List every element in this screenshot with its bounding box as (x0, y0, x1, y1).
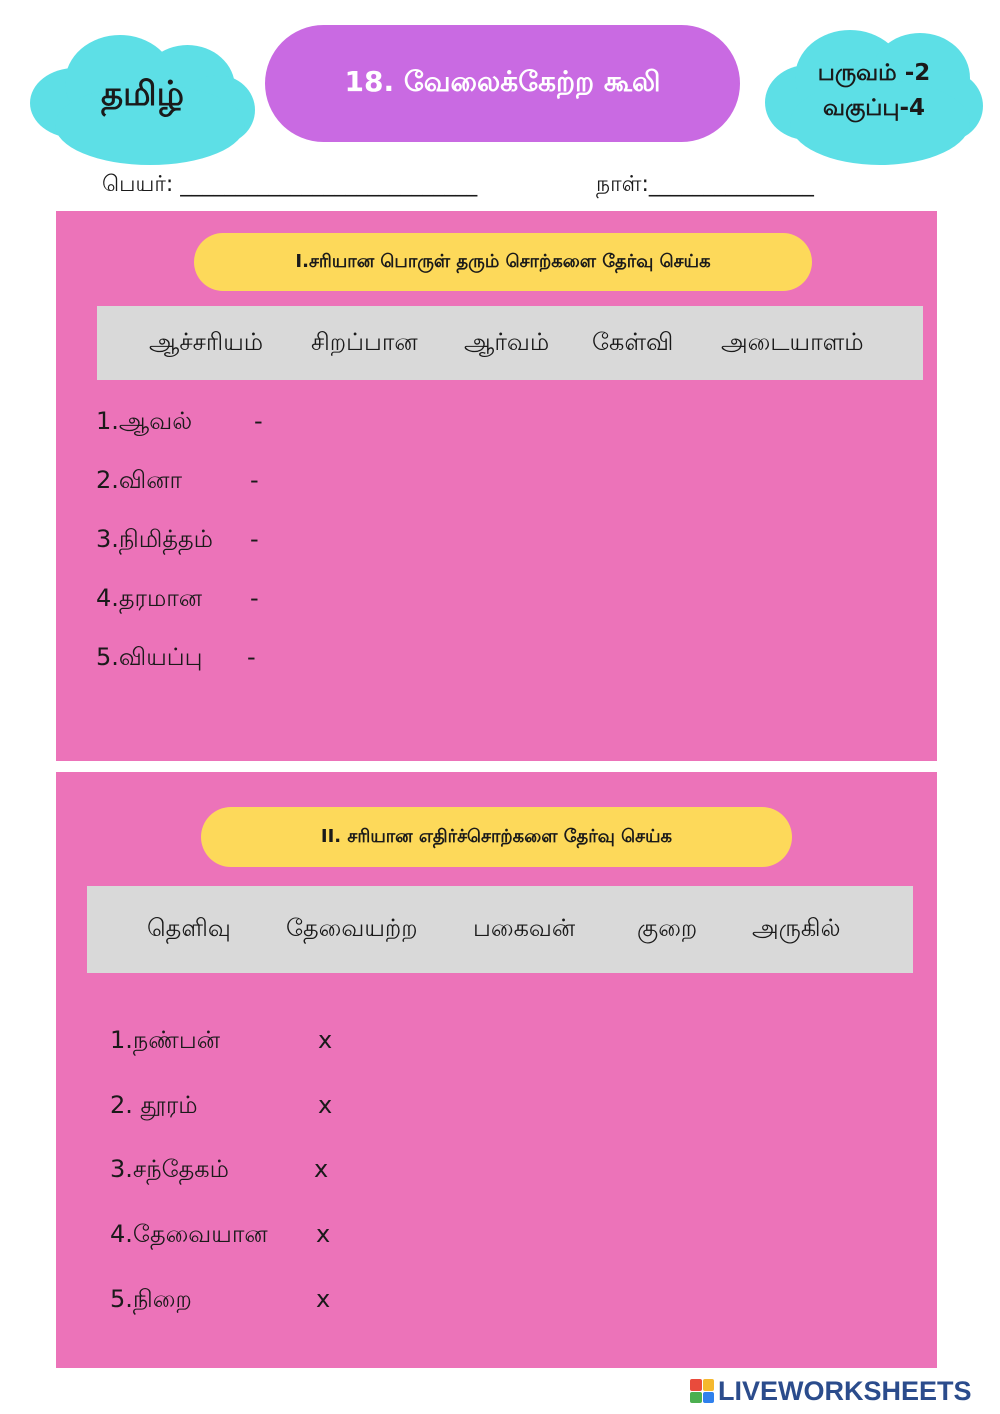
item-separator: - (254, 407, 263, 435)
item-word: சந்தேகம் (132, 1155, 229, 1183)
section2-item (110, 1155, 329, 1186)
word-bank-option[interactable]: அருகில் (752, 914, 841, 942)
word-bank-option[interactable]: குறை (637, 914, 698, 942)
section2-item (110, 1285, 331, 1316)
item-number: 2. (96, 466, 119, 494)
word-bank-option[interactable]: ஆர்வம் (464, 327, 550, 356)
liveworksheets-logo[interactable] (690, 1374, 972, 1408)
item-number: 5. (96, 643, 119, 671)
section2-item (110, 1026, 333, 1057)
word-bank-option[interactable]: தெளிவு (147, 914, 231, 942)
section1-panel (56, 211, 937, 761)
item-word: தரமான (118, 584, 203, 612)
logo-square (690, 1379, 702, 1391)
item-number: 4. (110, 1220, 133, 1248)
section2-word-bank (87, 886, 913, 973)
section2-heading: II. சரியான எதிர்ச்சொற்களை தேர்வு செய்க (201, 807, 792, 867)
section1-item (96, 525, 259, 556)
grade-label: வகுப்பு-4 (822, 95, 926, 121)
logo-square (703, 1392, 715, 1404)
section1-item (96, 643, 256, 674)
item-number: 1. (110, 1026, 133, 1054)
item-word: ஆவல் (118, 407, 193, 435)
item-separator: x (318, 1091, 333, 1119)
item-number: 1. (96, 407, 119, 435)
item-separator: - (247, 643, 256, 671)
logo-square (703, 1379, 715, 1391)
subject-cloud (30, 30, 255, 165)
date-field[interactable]: நாள்:_______________ (596, 172, 814, 197)
word-bank-option[interactable]: பகைவன் (473, 914, 576, 942)
item-word: நண்பன் (132, 1026, 220, 1054)
item-number: 3. (110, 1155, 133, 1183)
logo-square (690, 1392, 702, 1404)
item-separator: x (318, 1026, 333, 1054)
name-field[interactable]: பெயர்: ___________________________ (102, 172, 478, 197)
word-bank-option[interactable]: சிறப்பான (311, 327, 418, 356)
section2-item (110, 1091, 333, 1122)
item-number: 3. (96, 525, 119, 553)
item-number: 2. (110, 1091, 133, 1119)
item-number: 4. (96, 584, 119, 612)
item-word: வினா (118, 466, 183, 494)
section1-item (96, 466, 259, 497)
term-grade-cloud (765, 25, 983, 165)
section2-panel (56, 772, 937, 1368)
word-bank-option[interactable]: அடையாளம் (721, 327, 864, 356)
section1-word-bank (97, 306, 923, 380)
item-word: நிறை (132, 1285, 192, 1313)
item-separator: - (250, 525, 259, 553)
word-bank-option[interactable]: தேவையற்ற (286, 914, 418, 942)
word-bank-option[interactable]: கேள்வி (592, 327, 674, 356)
item-word: நிமித்தம் (118, 525, 213, 553)
item-word: தூரம் (132, 1091, 198, 1119)
item-word: தேவையான (132, 1220, 268, 1248)
item-separator: - (250, 466, 259, 494)
subject-label: தமிழ் (101, 74, 184, 114)
word-bank-option[interactable]: ஆச்சரியம் (149, 327, 264, 356)
item-word: வியப்பு (118, 643, 203, 671)
item-separator: x (314, 1155, 329, 1183)
item-separator: x (316, 1285, 331, 1313)
section2-item (110, 1220, 331, 1251)
section1-heading: I.சரியான பொருள் தரும் சொற்களை தேர்வு செய்க (194, 233, 812, 291)
term-label: பருவம் -2 (817, 60, 931, 86)
item-number: 5. (110, 1285, 133, 1313)
item-separator: - (250, 584, 259, 612)
liveworksheets-logo-icon (690, 1379, 714, 1403)
item-separator: x (316, 1220, 331, 1248)
section1-item (96, 407, 263, 438)
worksheet-title: 18. வேலைக்கேற்ற கூலி (265, 25, 740, 142)
section1-item (96, 584, 259, 615)
logo-text: LIVEWORKSHEETS (718, 1375, 972, 1406)
